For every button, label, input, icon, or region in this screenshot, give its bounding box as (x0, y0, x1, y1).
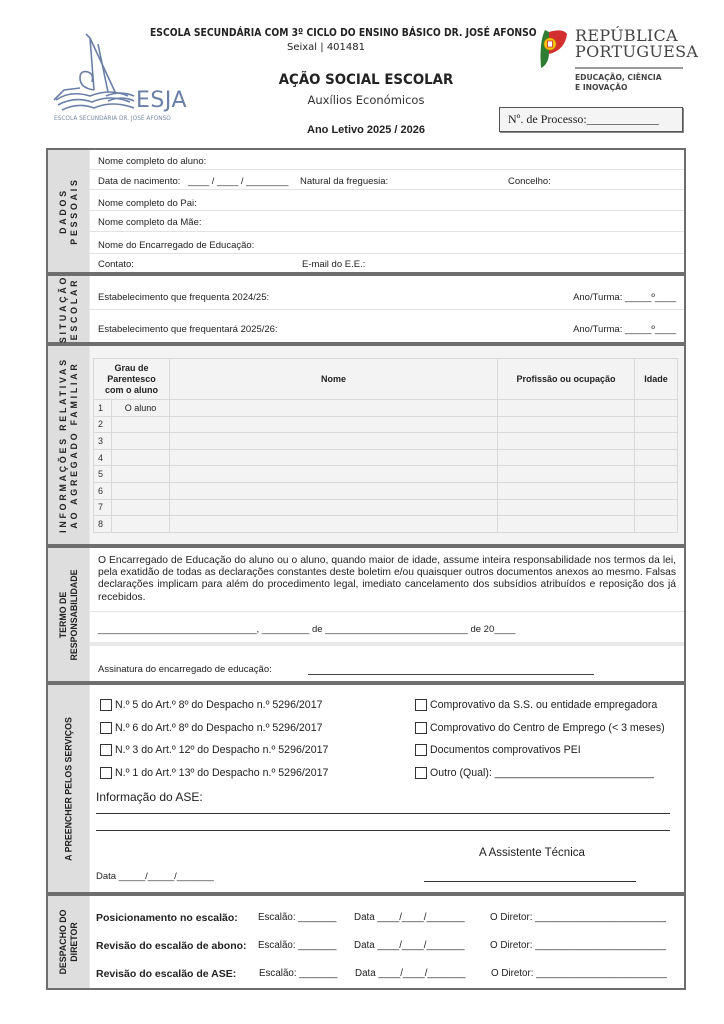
school-location: Seixal | 401481 (286, 42, 365, 53)
name-cell[interactable] (170, 482, 498, 499)
next-school-label: Estabelecimento que frequentará 2025/26: (98, 324, 278, 335)
checkbox[interactable] (100, 699, 112, 711)
kinship-cell[interactable] (112, 516, 170, 533)
mother-name-field[interactable] (90, 211, 684, 232)
signature-line[interactable] (308, 674, 594, 675)
name-cell[interactable] (170, 400, 498, 417)
ase-info-label: Informação do ASE: (96, 790, 203, 804)
next-school-row[interactable] (90, 310, 684, 344)
table-row (94, 516, 678, 533)
page-subtitle: Auxílios Económicos (307, 93, 425, 107)
section-services (46, 683, 686, 894)
occupation-cell[interactable] (498, 499, 635, 516)
director-signature-field[interactable]: O Diretor: ________________________ (491, 968, 667, 979)
checkbox[interactable] (100, 744, 112, 756)
gov-department-line1: EDUCAÇÃO, CIÊNCIA (575, 73, 662, 82)
section-responsibility (46, 546, 686, 683)
tier-field[interactable]: Escalão: _______ (259, 968, 338, 979)
col-header-age: Idade (635, 359, 678, 400)
current-school-label: Estabelecimento que frequenta 2024/25: (98, 292, 270, 303)
section-label: DESPACHO DO DIRETOR (57, 909, 79, 975)
age-cell[interactable] (635, 433, 678, 450)
checkbox-item[interactable] (100, 744, 328, 756)
director-signature-field[interactable]: O Diretor: ________________________ (490, 912, 666, 923)
decision-date-field[interactable]: Data ____/____/_______ (354, 912, 465, 923)
checkbox[interactable] (415, 699, 427, 711)
name-cell[interactable] (170, 449, 498, 466)
kinship-cell[interactable] (112, 449, 170, 466)
kinship-cell[interactable] (112, 416, 170, 433)
ase-info-line-1[interactable] (96, 813, 670, 814)
occupation-cell[interactable] (498, 482, 635, 499)
row-number: 2 (94, 416, 112, 433)
page-title: AÇÃO SOCIAL ESCOLAR (278, 72, 454, 88)
current-school-row[interactable] (90, 276, 684, 310)
checkbox-item[interactable] (415, 722, 665, 734)
director-signature-field[interactable]: O Diretor: ________________________ (490, 940, 666, 951)
decision-label: Revisão do escalão de abono: (96, 940, 247, 952)
name-cell[interactable] (170, 416, 498, 433)
checkbox-item[interactable] (100, 722, 322, 734)
guardian-name-field[interactable] (90, 232, 684, 254)
kinship-cell[interactable] (112, 466, 170, 483)
field-label: Nome completo do Pai: (98, 198, 197, 209)
checkbox-label: N.º 5 do Art.º 8º do Despacho n.º 5296/2017 (115, 699, 323, 711)
section-director-decision (46, 894, 686, 990)
gov-name (575, 28, 698, 60)
table-row (94, 416, 678, 433)
school-name: ESCOLA SECUNDÁRIA COM 3º CICLO DO ENSINO BÁSICO DR. JOSÉ AFONSO (150, 27, 537, 39)
decision-date-field[interactable]: Data ____/____/_______ (355, 968, 466, 979)
ase-info-line-2[interactable] (96, 830, 670, 831)
name-cell[interactable] (170, 433, 498, 450)
logo-acronym: ESJA (136, 88, 188, 113)
gov-department (575, 73, 662, 92)
section-sidebar (48, 548, 90, 681)
col-header-occupation: Profissão ou ocupação (498, 359, 635, 400)
table-row (94, 449, 678, 466)
decision-label: Posicionamento no escalão: (96, 912, 238, 924)
table-header-row (94, 359, 678, 400)
checkbox-item[interactable] (415, 767, 654, 779)
checkbox-label: Documentos comprovativos PEI (430, 744, 581, 756)
contact-row (90, 254, 684, 274)
age-cell[interactable] (635, 416, 678, 433)
table-row (94, 466, 678, 483)
decision-row (90, 912, 684, 930)
signature-label: Assinatura do encarregado de educação: (98, 664, 272, 675)
decision-label: Revisão do escalão de ASE: (96, 968, 237, 980)
occupation-cell[interactable] (498, 433, 635, 450)
tier-field[interactable]: Escalão: _______ (258, 940, 337, 951)
current-year-class-field[interactable]: Ano/Turma: _____º____ (573, 292, 676, 303)
age-cell[interactable] (635, 499, 678, 516)
checkbox-label: Outro (Qual): ___________________________ (430, 767, 654, 779)
school-year: Ano Letivo 2025 / 2026 (307, 124, 425, 136)
col-header-name: Nome (170, 359, 498, 400)
checkbox-label: N.º 6 do Art.º 8º do Despacho n.º 5296/2017 (115, 722, 323, 734)
name-cell[interactable] (170, 466, 498, 483)
section-sidebar (48, 150, 90, 272)
checkbox[interactable] (415, 767, 427, 779)
age-cell[interactable] (635, 400, 678, 417)
section-label: A PREENCHER PELOS SERVIÇOS (63, 716, 73, 861)
guardian-email-field[interactable]: E-mail do E.E.: (302, 259, 366, 270)
portugal-flag-icon (535, 28, 571, 70)
decision-row (90, 940, 684, 958)
kinship-cell[interactable]: O aluno (112, 400, 170, 417)
age-cell[interactable] (635, 449, 678, 466)
row-number: 7 (94, 499, 112, 516)
responsibility-statement: O Encarregado de Educação do aluno ou o aluno, quando maior de idade, assume inteira responsabilidade nos termos da lei, pela exatidão de todas as declarações constantes deste boletim e/ou quaisquer outros documentos anexos ao mesmo. Falsas declarações implicam para além do procedimento legal, imediato cancelamento dos subsídios atribuídos e reposição dos já recebidos. (98, 555, 676, 603)
section-personal-data (46, 148, 686, 274)
kinship-cell[interactable] (112, 499, 170, 516)
next-year-class-field[interactable]: Ano/Turma: _____º____ (573, 324, 676, 335)
col-header-kinship: Grau de Parentesco com o aluno (94, 359, 170, 400)
table-row (94, 482, 678, 499)
table-row (94, 499, 678, 516)
table-row (94, 433, 678, 450)
birth-date-field[interactable]: ____ / ____ / ________ (188, 176, 289, 187)
decision-date-field[interactable]: Data ____/____/_______ (354, 940, 465, 951)
checkbox-label: N.º 1 do Art.º 13º do Despacho n.º 5296/2017 (115, 767, 329, 779)
municipality-field[interactable]: Concelho: (508, 176, 551, 187)
contact-field[interactable]: Contato: (98, 259, 134, 270)
gov-name-line1: REPÚBLICA (575, 26, 678, 45)
father-name-field[interactable] (90, 190, 684, 211)
checkbox[interactable] (415, 744, 427, 756)
age-cell[interactable] (635, 482, 678, 499)
row-number: 5 (94, 466, 112, 483)
checkbox[interactable] (100, 767, 112, 779)
kinship-cell[interactable] (112, 433, 170, 450)
field-label: Nome completo do aluno: (98, 156, 207, 167)
ase-date-field[interactable]: Data _____/_____/_______ (96, 871, 214, 882)
occupation-cell[interactable] (498, 400, 635, 417)
decision-row (90, 968, 684, 986)
age-cell[interactable] (635, 466, 678, 483)
logo-caption: ESCOLA SECUNDÁRIA DR. JOSÉ AFONSO (54, 116, 171, 122)
place-date-row[interactable] (90, 612, 684, 646)
row-number: 6 (94, 482, 112, 499)
process-number-field[interactable] (499, 107, 683, 132)
section-label: TERMO DE RESPONSABILIDADE (57, 569, 79, 660)
process-number-value[interactable]: ____________ (586, 112, 659, 126)
checkbox-item[interactable] (100, 699, 322, 711)
student-name-field[interactable] (90, 150, 684, 170)
field-label: Nome completo da Mãe: (98, 217, 202, 228)
checkbox[interactable] (100, 722, 112, 734)
section-sidebar (48, 346, 90, 544)
table-row (94, 400, 678, 417)
checkbox-item[interactable] (100, 767, 328, 779)
place-date-field[interactable]: ______________________________, _________ de ___________________________ de 20____ (98, 624, 516, 635)
name-cell[interactable] (170, 499, 498, 516)
age-cell[interactable] (635, 516, 678, 533)
occupation-cell[interactable] (498, 416, 635, 433)
name-cell[interactable] (170, 516, 498, 533)
process-number-label: Nº. de Processo: (508, 112, 587, 126)
section-label: DADOS PESSOAIS (57, 177, 79, 245)
section-label: SITUAÇÃO ESCOLAR (57, 274, 79, 344)
signature-row (90, 650, 684, 683)
row-number: 3 (94, 433, 112, 450)
field-label: Nome do Encarregado de Educação: (98, 240, 255, 251)
section-label: INFORMAÇÕES RELATIVAS AO AGREGADO FAMILIAR (57, 357, 79, 533)
gov-department-line2: E INOVAÇÃO (575, 82, 628, 92)
birth-date-label: Data de nacimento: (98, 176, 181, 187)
kinship-cell[interactable] (112, 482, 170, 499)
checkbox-item[interactable] (415, 699, 657, 711)
divider (575, 67, 683, 69)
tier-field[interactable]: Escalão: _______ (258, 912, 337, 923)
section-household (46, 344, 686, 546)
parish-field[interactable]: Natural da freguesia: (300, 176, 389, 187)
row-number: 8 (94, 516, 112, 533)
technical-assistant-signature-line[interactable] (424, 881, 636, 882)
gov-name-line2: PORTUGUESA (575, 42, 699, 61)
occupation-cell[interactable] (498, 466, 635, 483)
row-number: 4 (94, 449, 112, 466)
occupation-cell[interactable] (498, 449, 635, 466)
checkbox-label: N.º 3 do Art.º 12º do Despacho n.º 5296/2017 (115, 744, 329, 756)
responsibility-statement-row (90, 548, 684, 612)
section-sidebar (48, 276, 90, 342)
checkbox-label: Comprovativo da S.S. ou entidade empregadora (430, 699, 658, 711)
section-school-situation (46, 274, 686, 344)
checkbox[interactable] (415, 722, 427, 734)
checkbox-item[interactable] (415, 744, 581, 756)
section-sidebar (48, 685, 90, 892)
row-number: 1 (94, 400, 112, 417)
household-table (93, 358, 678, 533)
occupation-cell[interactable] (498, 516, 635, 533)
birth-row (90, 170, 684, 190)
technical-assistant-label: A Assistente Técnica (479, 847, 585, 859)
checkbox-label: Comprovativo do Centro de Emprego (< 3 meses) (430, 722, 665, 734)
government-logo (535, 26, 699, 98)
section-sidebar (48, 896, 90, 988)
